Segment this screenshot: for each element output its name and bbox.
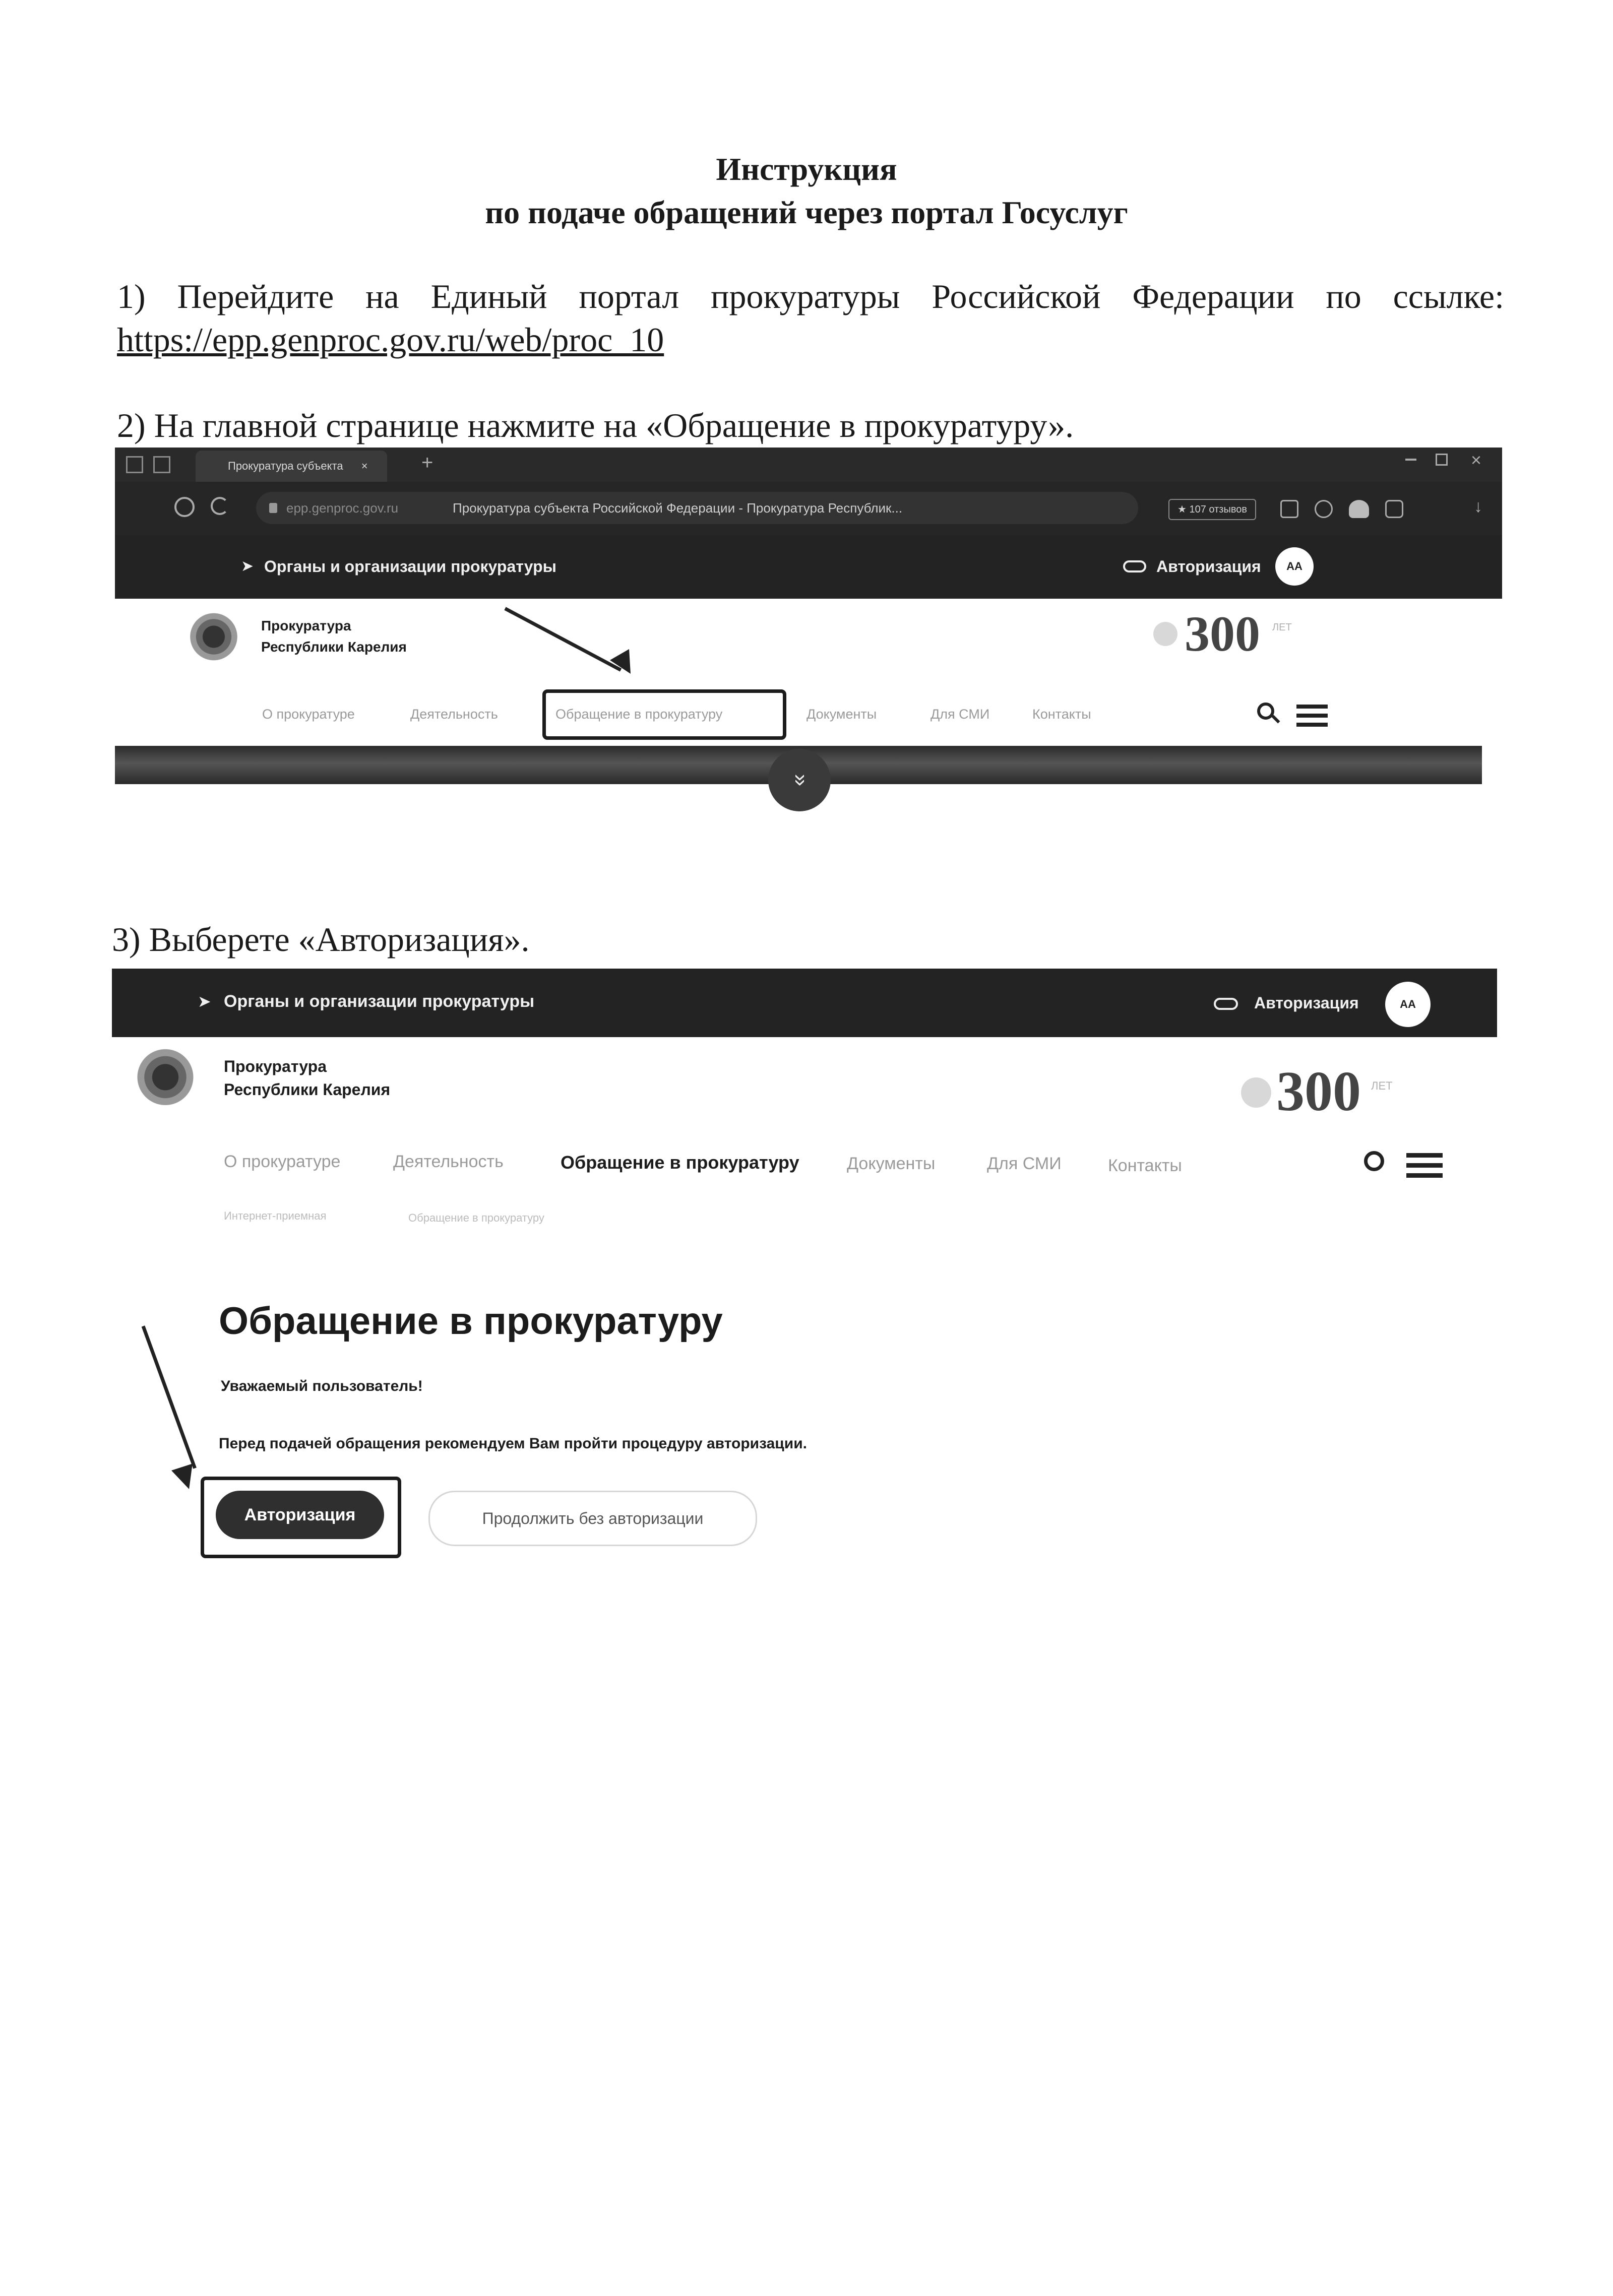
minimize-icon[interactable] (1405, 459, 1416, 461)
auth-link[interactable]: Авторизация (1156, 557, 1261, 576)
browser-tab-bar (115, 448, 1502, 482)
nav-contacts-2[interactable]: Контакты (1108, 1156, 1182, 1175)
org-link[interactable]: Органы и организации прокуратуры (264, 557, 556, 576)
auth-button[interactable]: Авторизация (216, 1491, 384, 1539)
screenshot-homepage (115, 448, 1502, 831)
nav-appeal-active[interactable]: Обращение в прокуратуру (561, 1152, 799, 1173)
coat-of-arms-icon-2 (137, 1047, 194, 1114)
site-header (115, 599, 1502, 688)
key-icon (1123, 560, 1146, 572)
page-title: Обращение в прокуратуру (219, 1300, 723, 1343)
logo-line-2-2: Республики Карелия (224, 1080, 391, 1099)
appeal-page-body (112, 1037, 1497, 1563)
pointer-arrow-1-head (610, 649, 640, 679)
site-topbar (115, 535, 1502, 599)
window-menu-icon[interactable] (126, 456, 143, 473)
tab-title: Прокуратура субъекта (228, 460, 343, 472)
nav-media-2[interactable]: Для СМИ (987, 1154, 1062, 1173)
screenshot-appeal-page (112, 969, 1497, 1563)
site-nav (115, 688, 1502, 746)
location-arrow-icon-2: ➤ (198, 992, 211, 1010)
emblem-faint-icon-2 (1241, 1077, 1271, 1108)
protect-icon[interactable] (1349, 500, 1369, 518)
reviews-badge[interactable]: ★ 107 отзывов (1168, 499, 1256, 520)
nav-documents-2[interactable]: Документы (847, 1154, 936, 1173)
new-tab-button[interactable]: + (421, 452, 433, 474)
auth-link-2[interactable]: Авторизация (1254, 994, 1359, 1012)
back-icon[interactable] (174, 497, 195, 517)
reload-icon[interactable] (211, 497, 229, 515)
browser-address-bar (115, 482, 1502, 535)
nav-appeal[interactable]: Обращение в прокуратуру (555, 707, 723, 722)
font-size-toggle[interactable]: AA (1275, 547, 1314, 586)
url-domain: epp.genproc.gov.ru (286, 500, 399, 516)
menu-icon[interactable] (1296, 705, 1328, 709)
nav-about[interactable]: О прокуратуре (262, 707, 355, 722)
lock-icon (269, 503, 277, 513)
emblem-faint-icon (1153, 622, 1177, 646)
share-icon[interactable] (1385, 500, 1403, 518)
url-field[interactable] (256, 492, 1138, 524)
nav-activity[interactable]: Деятельность (410, 707, 498, 722)
continue-without-auth-button[interactable]: Продолжить без авторизации (428, 1491, 757, 1546)
nav-media[interactable]: Для СМИ (930, 707, 990, 722)
nav-documents[interactable]: Документы (806, 707, 877, 722)
site-topbar-2 (112, 969, 1497, 1037)
recommendation-text: Перед подачей обращения рекомендуем Вам пройти процедуру авторизации. (219, 1435, 807, 1452)
bookmark-icon[interactable] (1280, 500, 1298, 518)
nav-contacts[interactable]: Контакты (1032, 707, 1091, 722)
url-page-title: Прокуратура субъекта Российской Федерации - Прокуратура Республик... (453, 500, 903, 516)
font-size-toggle-2[interactable]: AA (1385, 982, 1431, 1027)
anniversary-sub-2: ЛЕТ (1371, 1079, 1393, 1092)
coat-of-arms-icon (190, 612, 238, 667)
location-arrow-icon: ➤ (241, 558, 254, 575)
anniversary-number: 300 (1185, 606, 1260, 662)
extensions-icon[interactable] (1315, 500, 1333, 518)
close-window-icon[interactable]: × (1471, 450, 1482, 470)
pointer-arrow-1 (504, 607, 622, 671)
nav-activity-2[interactable]: Деятельность (393, 1152, 504, 1171)
search-icon-2[interactable] (1364, 1151, 1384, 1171)
logo-line-1-2: Прокуратура (224, 1057, 327, 1075)
tabs-overview-icon[interactable] (153, 456, 170, 473)
tab-close-icon[interactable]: × (361, 460, 368, 472)
browser-tab[interactable] (196, 451, 387, 482)
org-link-2[interactable]: Органы и организации прокуратуры (224, 992, 535, 1011)
step-2-text: 2) На главной странице нажмите на «Обращение в прокуратуру». (117, 406, 1074, 444)
scroll-down-icon[interactable]: » (768, 749, 831, 811)
doc-subtitle: по подаче обращений через портал Госуслуг (485, 195, 1128, 230)
pointer-arrow-2 (142, 1325, 197, 1469)
key-icon-2 (1214, 998, 1238, 1010)
nav-about-2[interactable]: О прокуратуре (224, 1152, 341, 1171)
search-icon-handle (1272, 715, 1280, 724)
breadcrumb-1[interactable]: Интернет-приемная (224, 1209, 327, 1222)
anniversary-sub: ЛЕТ (1272, 622, 1292, 633)
download-icon[interactable]: ↓ (1474, 497, 1482, 516)
greeting-text: Уважаемый пользователь! (221, 1378, 423, 1394)
logo-line-2: Республики Карелия (261, 639, 407, 655)
menu-icon-2[interactable] (1406, 1153, 1443, 1158)
doc-title: Инструкция (716, 151, 897, 187)
breadcrumb-2: Обращение в прокуратуру (408, 1211, 544, 1224)
step-3-text: 3) Выберете «Авторизация». (112, 920, 530, 959)
anniversary-number-2: 300 (1276, 1060, 1361, 1123)
step-1-link[interactable]: https://epp.genproc.gov.ru/web/proc_10 (117, 321, 664, 359)
logo-line-1: Прокуратура (261, 618, 351, 633)
step-1-text: 1) Перейдите на Единый портал прокуратуры Российской Федерации по ссылке: (117, 277, 1504, 315)
maximize-icon[interactable] (1436, 454, 1448, 466)
